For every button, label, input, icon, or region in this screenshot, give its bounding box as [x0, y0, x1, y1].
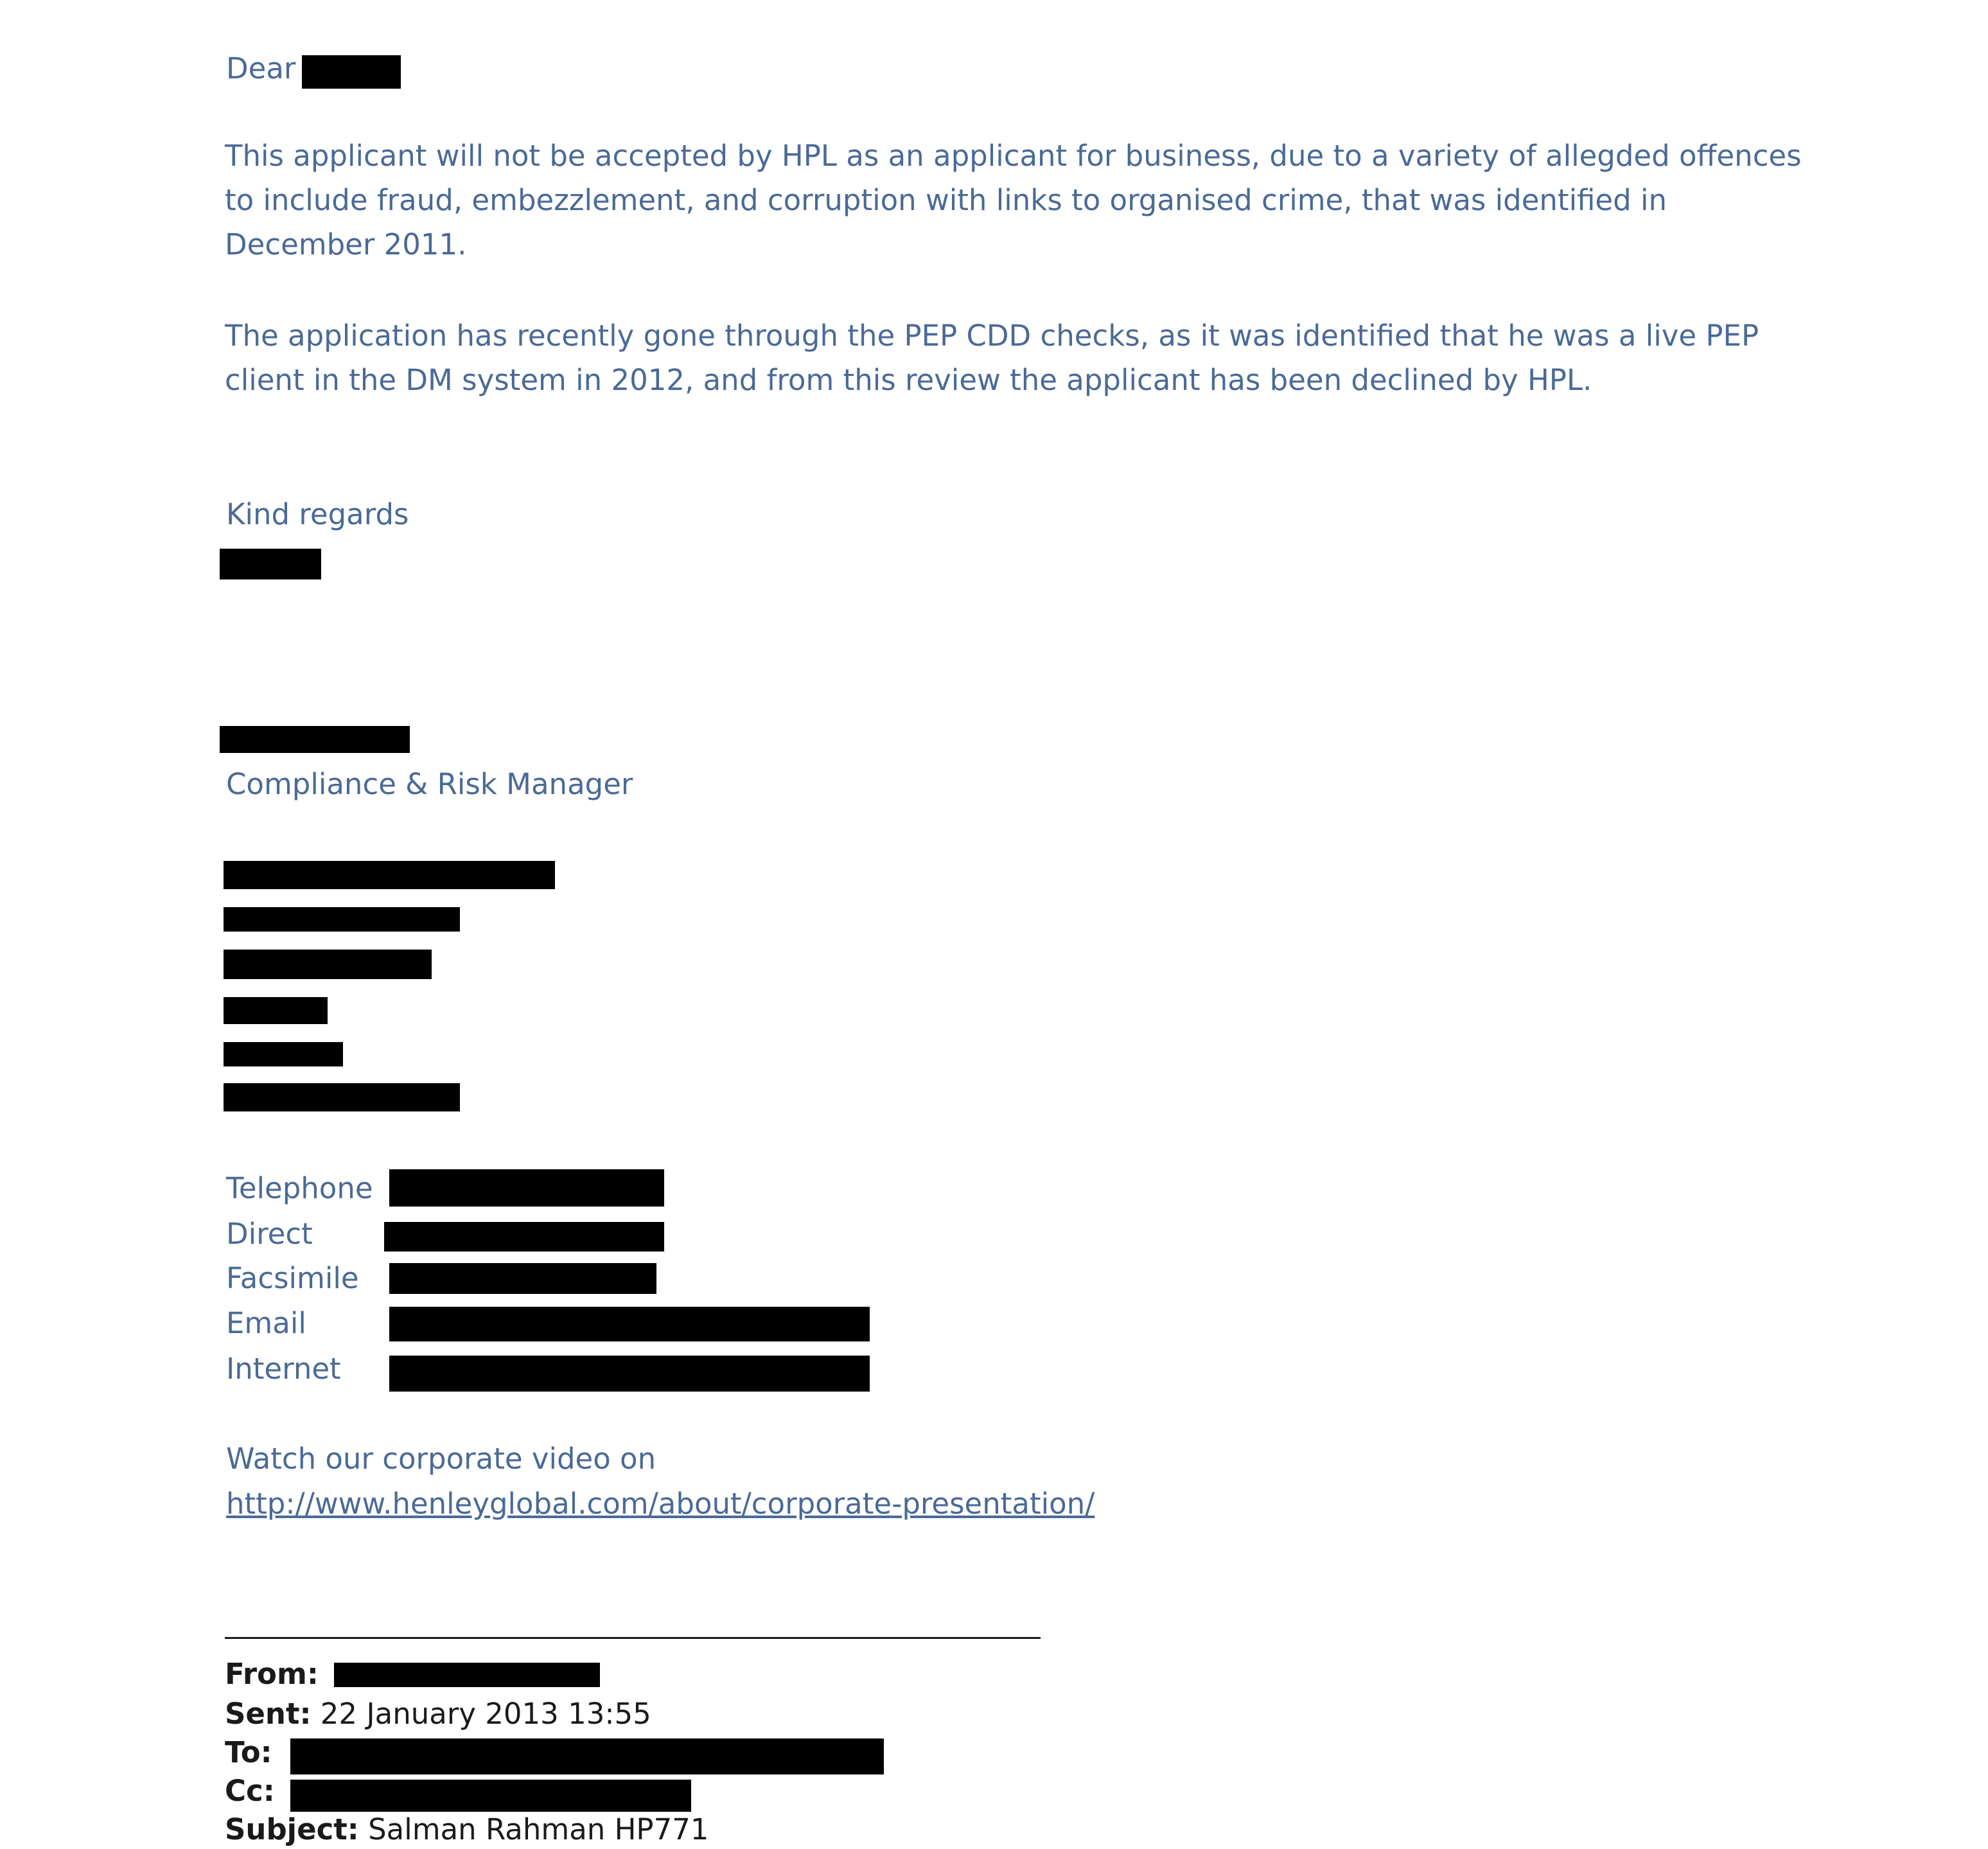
redacted-address-line-2 — [224, 907, 460, 932]
redacted-cc — [290, 1780, 691, 1812]
forward-separator-line — [225, 1637, 1041, 1639]
redacted-address-line-4 — [224, 997, 328, 1024]
email-label: Email — [226, 1306, 306, 1340]
from-row — [225, 1655, 319, 1694]
redacted-address-line-3 — [224, 950, 432, 979]
to-label: To: — [225, 1735, 272, 1769]
corporate-video-link[interactable]: http://www.henleyglobal.com/about/corporate-presentation/ — [226, 1487, 1095, 1521]
body-paragraph-1: This applicant will not be accepted by HPL as an applicant for business, due to a variety of allegded offences to include fraud, embezzlement, and corruption with links to organised crime, that was identified in December 2011. — [225, 139, 1802, 261]
redacted-direct — [384, 1222, 664, 1252]
redacted-from — [334, 1663, 600, 1687]
job-title: Compliance & Risk Manager — [226, 767, 633, 801]
salutation: Dear — [226, 51, 296, 85]
internet-label: Internet — [226, 1352, 341, 1386]
sent-row — [225, 1695, 651, 1733]
subject-label: Subject: — [225, 1812, 359, 1846]
direct-label: Direct — [226, 1217, 313, 1251]
video-text: Watch our corporate video on — [226, 1442, 656, 1476]
body-paragraph-2: The application has recently gone through the PEP CDD checks, as it was identified that he was a live PEP client in the DM system in 2012, and from this review the applicant has been declined by HPL. — [225, 319, 1759, 397]
to-row — [225, 1733, 272, 1772]
redacted-email — [389, 1307, 870, 1341]
redacted-address-line-6 — [224, 1083, 460, 1111]
subject-row — [225, 1810, 708, 1849]
cc-row — [225, 1772, 275, 1810]
redacted-signer-first-name — [220, 549, 321, 579]
sent-label: Sent: — [225, 1697, 312, 1731]
redacted-facsimile — [389, 1263, 656, 1294]
from-label: From: — [225, 1657, 319, 1691]
subject-value: Salman Rahman HP771 — [368, 1812, 709, 1846]
redacted-recipient-name — [302, 55, 401, 89]
sent-value: 22 January 2013 13:55 — [320, 1697, 651, 1731]
redacted-internet — [389, 1356, 870, 1392]
redacted-address-line-5 — [224, 1042, 343, 1066]
redacted-signer-full-name — [220, 726, 410, 753]
closing: Kind regards — [226, 497, 409, 531]
redacted-telephone — [389, 1169, 664, 1207]
redacted-to — [290, 1738, 884, 1774]
cc-label: Cc: — [225, 1774, 275, 1808]
redacted-address-line-1 — [224, 861, 555, 889]
facsimile-label: Facsimile — [226, 1261, 359, 1295]
telephone-label: Telephone — [226, 1171, 373, 1205]
